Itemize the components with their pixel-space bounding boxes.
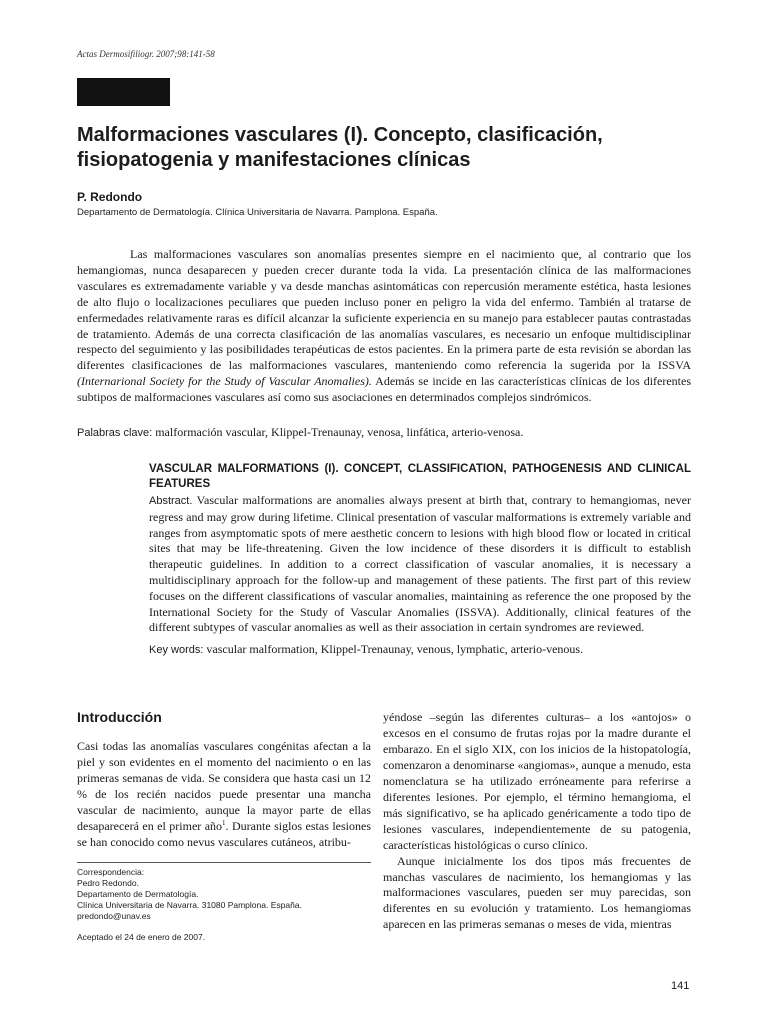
body-column-left <box>77 708 371 851</box>
correspondence-email: predondo@unav.es <box>77 911 151 921</box>
english-title: VASCULAR MALFORMATIONS (I). CONCEPT, CLASSIFICATION, PATHOGENESIS AND CLINICAL FEATURES <box>149 463 691 490</box>
abstract-spanish <box>77 247 691 406</box>
keywords-english <box>149 641 691 658</box>
page-number: 141 <box>671 980 690 992</box>
correspondence-block <box>77 867 371 922</box>
body-column-right <box>383 710 691 933</box>
body-paragraph: Aunque inicialmente los dos tipos más frecuentes de manchas vasculares de nacimiento, los hemangiomas y las malformaciones vasculares, pueden ser muy parecidas, son diferentes en su evolución y tratamiento. Los hemangiomas aparecen en las primeras semanas o meses de vida, mientras <box>383 853 691 932</box>
keywords-es-label: Palabras clave: <box>77 427 153 439</box>
accepted-date: Aceptado el 24 de enero de 2007. <box>77 932 206 942</box>
correspondence-name: Pedro Redondo. <box>77 878 139 888</box>
introduction-heading: Introducción <box>77 709 162 725</box>
abstract-english-block <box>149 462 691 658</box>
correspondence-address: Clínica Universitaria de Navarra. 31080 Pamplona. España. <box>77 900 302 910</box>
abstract-es-text-cont: Además se incide en las características clínicas de los diferentes subtipos de malformaciones vasculares así como sus asociaciones en determinados complejos sindrómicos. <box>77 374 692 405</box>
body-paragraph <box>77 739 371 851</box>
body-text: Casi todas las anomalías vasculares congénitas afectan a la piel y son evidentes en el momento del nacimiento o en las primeras semanas de vida. Se considera que hasta casi un 12 % de los recién nacidos puede presentar una mancha vascular de nacimiento, aunque la mayor parte de ellas desaparecerá en el primer año <box>77 739 371 833</box>
abstract-english <box>149 493 691 636</box>
abstract-en-text: Vascular malformations are anomalies always present at birth that, contrary to hemangiomas, never regress and may grow during lifetime. Clinical presentation of vascular malformations is extremely variable and ranges from asymptomatic spots of mere aesthetic concern to lesions with high blood flow or located in critical sites that may be life-threatening. Given the low incidence of these disorders it is difficult to establish therapeutic guidelines. In addition to a correct classification of vascular anomalies, it is necessary a multidisciplinary approach for the follow-up and management of these patients. The first part of this review focuses on the different classifications of vascular anomalies, maintaining as reference the one proposed by the International Society for the Study of Vascular Anomalies (ISSVA). Additionally, clinical features of the different subtypes of vascular anomalies as well as their association in certain syndromes are reviewed. <box>149 493 691 635</box>
correspondence-dept: Departamento de Dermatología. <box>77 889 199 899</box>
keywords-en-list: vascular malformation, Klippel-Trenaunay, venous, lymphatic, arterio-venous. <box>203 642 584 657</box>
footnote-divider <box>77 862 371 863</box>
citation-ref: 1 <box>222 818 226 827</box>
body-text-cont: . Durante siglos estas lesiones se han conocido como nevus vasculares cutáneos, atribu- <box>77 818 371 849</box>
body-paragraph-continued: yéndose –según las diferentes culturas– a los «antojos» o excesos en el consumo de frutas rojas por la madre durante el embarazo. En el siglo XIX, con los inicios de la histopatología, comenzaron a denominarse «angiomas», aunque a menudo, esta nomenclatura se ha utilizado erróneamente para referirse a diferentes lesiones. Por ejemplo, el término hemangioma, el más significativo, se ha aplicado genéricamente a todo tipo de lesiones vasculares, independientemente de su patogenia, características histológicas o curso clínico. <box>383 710 691 852</box>
author-name: P. Redondo <box>77 190 143 204</box>
keywords-es-list: malformación vascular, Klippel-Trenaunay, venosa, linfática, arterio-venosa. <box>152 425 524 439</box>
correspondence-label: Correspondencia: <box>77 867 145 877</box>
journal-reference: Actas Dermosifiliogr. 2007;98:141-58 <box>77 49 215 59</box>
section-label-box <box>77 78 170 106</box>
abstract-en-label: Abstract. <box>149 495 193 507</box>
keywords-spanish <box>77 424 691 441</box>
abstract-es-text: Las malformaciones vasculares son anomalías presentes siempre en el nacimiento que, al contrario que los hemangiomas, nunca desaparecen y pueden crecer durante toda la vida. La presentación clínica de las malformaciones vasculares es extremadamente variable y va desde manchas asintomáticas con repercusión meramente estética, hasta lesiones de alto flujo o localizaciones peculiares que pueden incluso poner en peligro la vida del enfermo. También al tratarse de enfermedades relativamente raras es difícil alcanzar la suficiente experiencia en su manejo para establecer pautas contrastadas de tratamiento. Además de una correcta clasificación de las anomalías vasculares, es necesario un enfoque multidisciplinar respecto del seguimiento y las posibilidades terapéuticas de estos pacientes. En la primera parte de esta revisión se abordan las diferentes clasificaciones de las malformaciones vasculares, manteniendo como referencia la sugerida por la ISSVA <box>77 247 691 373</box>
author-affiliation: Departamento de Dermatología. Clínica Universitaria de Navarra. Pamplona. España. <box>77 207 438 218</box>
article-title: Malformaciones vasculares (I). Concepto, clasificación, fisiopatogenia y manifestaciones clínicas <box>77 124 603 171</box>
abstract-es-italic: (Internarional Society for the Study of Vascular Anomalies). <box>77 374 372 389</box>
keywords-en-label: Key words: <box>149 644 204 657</box>
